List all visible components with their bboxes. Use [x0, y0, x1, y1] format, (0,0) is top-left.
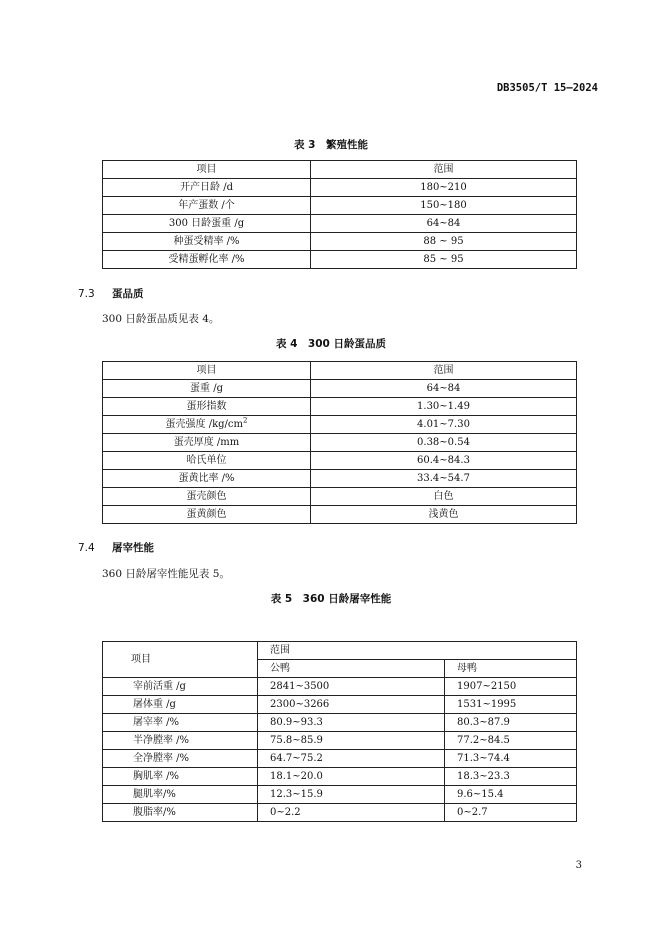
superscript: 2 [243, 416, 248, 425]
table-cell: 64.7~75.2 [258, 750, 445, 768]
table-row [103, 470, 577, 488]
table-header-row [103, 362, 577, 380]
table-cell: 蛋壳厚度 /mm [103, 434, 311, 452]
table-cell: 4.01~7.30 [311, 416, 577, 434]
table-row [103, 380, 577, 398]
table-row [103, 416, 577, 434]
table-cell: 300 日龄蛋重 /g [103, 215, 311, 233]
table-header-cell: 项目 [103, 161, 311, 179]
paragraph: 360 日龄屠宰性能见表 5。 [102, 568, 230, 580]
table4 [102, 361, 577, 524]
table5 [102, 641, 577, 822]
table-row [103, 732, 577, 750]
table-row [103, 696, 577, 714]
table-cell: 浅黄色 [311, 506, 577, 524]
table-cell: 180~210 [311, 179, 577, 197]
table-cell: 64~84 [311, 215, 577, 233]
table-cell: 蛋黄颜色 [103, 506, 311, 524]
table-cell: 60.4~84.3 [311, 452, 577, 470]
table-header-cell: 母鸭 [445, 660, 577, 678]
table-row [103, 179, 577, 197]
section-number: 7.4 [78, 542, 95, 554]
table-row [103, 434, 577, 452]
table-cell: 屠宰率 /% [103, 714, 258, 732]
table-cell: 屠体重 /g [103, 696, 258, 714]
table-row [103, 768, 577, 786]
table-cell: 蛋黄比率 /% [103, 470, 311, 488]
table-cell: 2300~3266 [258, 696, 445, 714]
table-header-cell: 范围 [311, 161, 577, 179]
table-cell: 0~2.7 [445, 804, 577, 822]
table-cell: 2841~3500 [258, 678, 445, 696]
table-header-cell: 公鸭 [258, 660, 445, 678]
table-row [103, 452, 577, 470]
table4-caption: 表 4 300 日龄蛋品质 [275, 338, 387, 350]
table-cell: 宰前活重 /g [103, 678, 258, 696]
table-row [103, 678, 577, 696]
table-cell: 全净膛率 /% [103, 750, 258, 768]
table-cell: 1531~1995 [445, 696, 577, 714]
document-code: DB3505/T 15—2024 [496, 82, 598, 94]
table3 [102, 160, 577, 269]
table-row [103, 750, 577, 768]
section-title: 屠宰性能 [112, 542, 154, 554]
table-cell: 77.2~84.5 [445, 732, 577, 750]
table-cell: 半净膛率 /% [103, 732, 258, 750]
table-cell: 0.38~0.54 [311, 434, 577, 452]
table-cell: 蛋形指数 [103, 398, 311, 416]
table3-caption: 表 3 繁殖性能 [294, 139, 368, 151]
section-heading [78, 286, 144, 301]
table-row [103, 215, 577, 233]
page-number: 3 [575, 860, 582, 871]
table-cell: 64~84 [311, 380, 577, 398]
table-row [103, 714, 577, 732]
table-cell: 150~180 [311, 197, 577, 215]
paragraph: 300 日龄蛋品质见表 4。 [102, 313, 220, 325]
table-cell: 腹脂率/% [103, 804, 258, 822]
table-header-row [103, 642, 577, 660]
table-cell: 蛋壳颜色 [103, 488, 311, 506]
section-title: 蛋品质 [112, 288, 144, 300]
table-row [103, 233, 577, 251]
table-cell: 18.1~20.0 [258, 768, 445, 786]
table5-caption: 表 5 360 日龄屠宰性能 [270, 593, 392, 605]
table-row [103, 251, 577, 269]
table-cell: 蛋重 /g [103, 380, 311, 398]
table-cell: 75.8~85.9 [258, 732, 445, 750]
table-header-cell: 范围 [258, 642, 577, 660]
table-row [103, 804, 577, 822]
table-cell: 9.6~15.4 [445, 786, 577, 804]
table-cell [103, 416, 311, 434]
table-cell: 1907~2150 [445, 678, 577, 696]
table-cell: 80.3~87.9 [445, 714, 577, 732]
table-cell: 80.9~93.3 [258, 714, 445, 732]
table-cell: 种蛋受精率 /% [103, 233, 311, 251]
table-cell: 85 ~ 95 [311, 251, 577, 269]
table-row [103, 786, 577, 804]
table-cell: 白色 [311, 488, 577, 506]
table-cell: 哈氏单位 [103, 452, 311, 470]
section-number: 7.3 [78, 288, 95, 300]
table-row [103, 488, 577, 506]
table-header-cell: 范围 [311, 362, 577, 380]
table-cell: 0~2.2 [258, 804, 445, 822]
table-cell: 1.30~1.49 [311, 398, 577, 416]
table-row [103, 506, 577, 524]
table-cell: 胸肌率 /% [103, 768, 258, 786]
table-header-cell: 项目 [103, 362, 311, 380]
table-cell: 年产蛋数 /个 [103, 197, 311, 215]
table-row [103, 197, 577, 215]
table-cell: 受精蛋孵化率 /% [103, 251, 311, 269]
table-cell: 18.3~23.3 [445, 768, 577, 786]
table-cell: 71.3~74.4 [445, 750, 577, 768]
table-cell: 开产日龄 /d [103, 179, 311, 197]
cell-text: 蛋壳强度 /kg/cm [165, 419, 243, 430]
table-cell: 腿肌率/% [103, 786, 258, 804]
table-header-cell: 项目 [103, 642, 258, 678]
table-cell: 88 ~ 95 [311, 233, 577, 251]
table-row [103, 398, 577, 416]
section-heading [78, 540, 154, 555]
table-cell: 12.3~15.9 [258, 786, 445, 804]
table-cell: 33.4~54.7 [311, 470, 577, 488]
table-header-row [103, 161, 577, 179]
